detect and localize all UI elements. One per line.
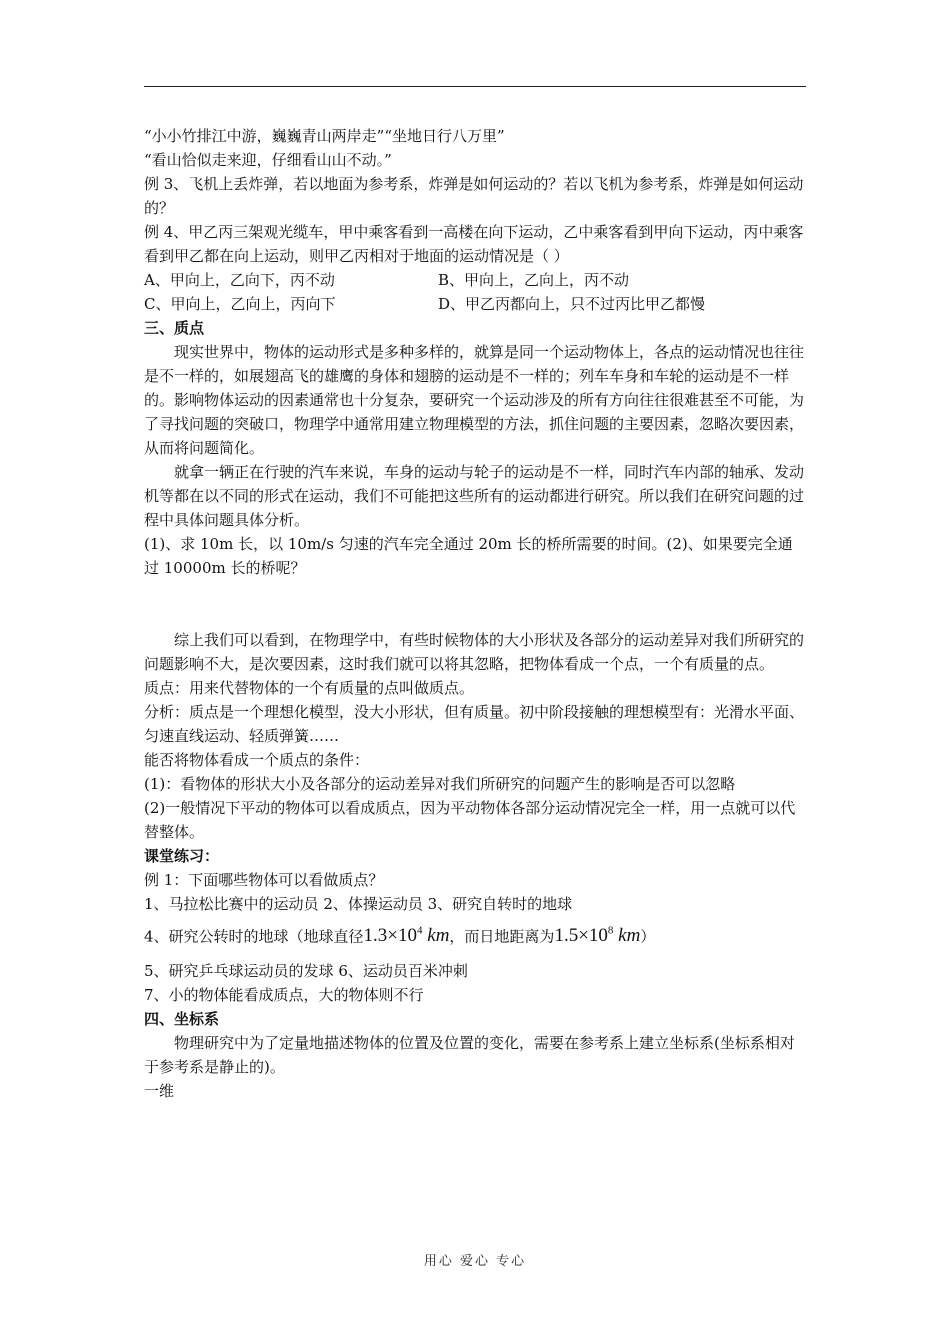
question: (1)、求 10m 长，以 10m/s 匀速的汽车完全通过 20m 长的桥所需要的时间。(2)、如果要完全通过 10000m 长的桥呢？ — [144, 535, 793, 577]
answer-space — [144, 580, 806, 628]
example-4: 例 4、甲乙丙三架观光缆车，甲中乘客看到一高楼在向下运动，乙中乘客看到甲向下运动，丙中乘客看到甲乙都在向上运动，则甲乙丙相对于地面的运动情况是（ ） — [144, 223, 804, 265]
condition-2: (2)一般情况下平动的物体可以看成质点，因为平动物体各部分运动情况完全一样，用一点就可以代替整体。 — [144, 799, 796, 841]
one-dimension: 一维 — [144, 1082, 175, 1101]
option-c: C、甲向上，乙向上，丙向下 — [144, 295, 336, 313]
header-rule — [144, 86, 806, 87]
items-1-3: 1、马拉松比赛中的运动员 2、体操运动员 3、研究自转时的地球 — [144, 895, 573, 913]
paragraph-2: 就拿一辆正在行驶的汽车来说，车身的运动与轮子的运动是不一样，同时汽车内部的轴承、发动机等都在以不同的形式在运动，我们不可能把这些所有的运动都进行研究。所以我们在研究问题的过程中具体问题具体分析。 — [144, 463, 805, 529]
quote-line-1: “小小竹排江中游，巍巍青山两岸走”“坐地日行八万里” — [144, 127, 505, 145]
item-4-text-b: ，而日地距离为 — [449, 927, 555, 946]
option-d: D、甲乙丙都向上，只不过丙比甲乙都慢 — [438, 295, 706, 313]
item-4-text-c: ） — [640, 927, 656, 946]
item-4-text-a: 4、研究公转时的地球（地球直径 — [144, 927, 364, 946]
condition-title: 能否将物体看成一个质点的条件： — [144, 751, 370, 769]
example-3: 例 3、飞机上丢炸弹，若以地面为参考系，炸弹是如何运动的？若以飞机为参考系，炸弹是如何运动的？ — [144, 175, 804, 217]
condition-1: (1)：看物体的形状大小及各部分的运动差异对我们所研究的问题产生的影响是否可以忽略 — [144, 775, 736, 793]
item-4 — [144, 916, 806, 951]
option-a: A、甲向上，乙向下，丙不动 — [144, 271, 335, 289]
options-row-2 — [144, 292, 806, 316]
earth-diameter-formula: $1.3\times 10^4$ km — [363, 925, 450, 947]
practice-heading: 课堂练习： — [144, 847, 220, 865]
option-b: B、甲向上，乙向上，丙不动 — [438, 271, 630, 289]
item-7: 7、小的物体能看成质点，大的物体则不行 — [144, 986, 424, 1005]
items-5-6: 5、研究乒乓球运动员的发球 6、运动员百米冲刺 — [144, 962, 468, 981]
definition: 质点：用来代替物体的一个有质量的点叫做质点。 — [144, 679, 475, 697]
paragraph-3: 综上我们可以看到，在物理学中，有些时候物体的大小形状及各部分的运动差异对我们所研究的问题影响不大，是次要因素，这时我们就可以将其忽略，把物体看成一个点，一个有质量的点。 — [144, 631, 805, 673]
sun-earth-distance-formula: $1.5\times 10^8$ km — [554, 925, 641, 947]
analysis: 分析：质点是一个理想化模型，没大小形状，但有质量。初中阶段接触的理想模型有：光滑水平面、匀速直线运动、轻质弹簧…… — [144, 703, 805, 745]
document-body — [144, 124, 806, 1103]
section-heading-3: 三、质点 — [144, 319, 205, 337]
paragraph-1: 现实世界中，物体的运动形式是多种多样的，就算是同一个运动物体上，各点的运动情况也往往是不一样的，如展翅高飞的雄鹰的身体和翅膀的运动是不一样的；列车车身和车轮的运动是不一样的。影响物体运动的因素通常也十分复杂，要研究一个运动涉及的所有方向往往很难甚至不可能，为了寻找问题的突破口，物理学中通常用建立物理模型的方法，抓住问题的主要因素，忽略次要因素，从而将问题简化。 — [144, 343, 805, 457]
page-footer: 用心 爱心 专心 — [423, 1254, 527, 1269]
quote-line-2: “看山恰似走来迎，仔细看山山不动。” — [144, 151, 392, 169]
section-heading-4: 四、坐标系 — [144, 1010, 220, 1029]
paragraph-4: 物理研究中为了定量地描述物体的位置及位置的变化，需要在参考系上建立坐标系(坐标系相对于参考系是静止的)。 — [144, 1034, 795, 1077]
options-row-1 — [144, 268, 806, 292]
example-1: 例 1：下面哪些物体可以看做质点？ — [144, 871, 384, 889]
